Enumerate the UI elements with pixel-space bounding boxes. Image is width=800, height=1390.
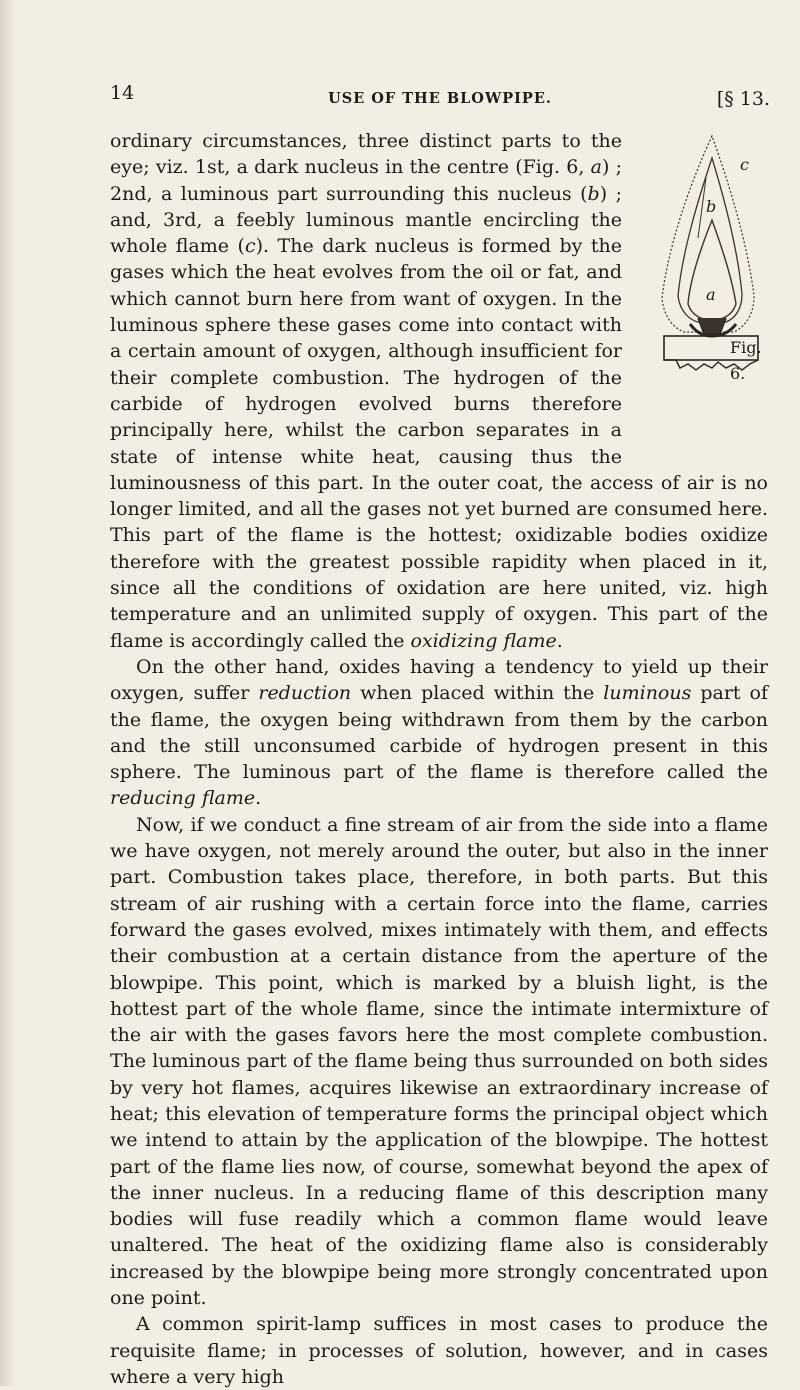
paragraph-3: Now, if we conduct a fine stream of air from the side into a flame we have oxygen, not merely around the outer, but also in the inner part. Combustion takes place, therefore, in both parts. But this stream of air rushing with a certain force into the flame, carries forward the gases evolved, mixes intimately with them, and effects their combustion at a certain distance from the aperture of the blowpipe. This point, which is marked by a bluish light, is the hottest part of the whole flame, since the intimate intermixture of the air with the gases favors here the most complete combustion. The luminous part of the flame being thus surrounded on both sides by very hot flames, acquires likewise an extraordinary increase of heat; this elevation of temperature forms the principal object which we intend to attain by the application of the blowpipe. The hottest part of the flame lies now, of course, somewhat beyond the apex of the inner nucleus. In a reducing flame of this description many bodies will fuse readily which a common flame would leave unaltered. The heat of the oxidizing flame also is considerably increased by the blowpipe being more strongly concentrated upon one point.: [110, 813, 768, 1310]
term-reduction: reduction: [258, 682, 352, 705]
term-reducing-flame: reducing flame: [110, 787, 256, 810]
section-marker: [§ 13.: [716, 88, 770, 110]
figure-caption: Fig. 6.: [730, 338, 762, 384]
label-c: c: [740, 155, 749, 174]
paragraph-2: On the other hand, oxides having a tendency to yield up their oxygen, suffer reduction when placed within the luminous part of the flame, the oxygen being withdrawn from them by the carbon and the still unconsumed carbide of hydrogen present in this sphere. The luminous part of the flame is therefore called the reducing flame.: [110, 655, 769, 810]
page-gutter-shadow: [0, 0, 16, 1386]
page-number: 14: [110, 82, 135, 104]
paragraph-1: ordinary circumstances, three distinct parts to the eye; viz. 1st, a dark nucleus in the centre (Fig. 6, a) ; 2nd, a luminous part surrounding this nucleus (b) ; and, 3rd, a feebly luminous mantle encircling the whole flame (c). The dark nucleus is formed by the gases which the heat evolves from the oil or fat, and which cannot burn here from want of oxygen. In the luminous sphere these gases come into contact with a certain amount of oxygen, although insufficient for their complete combustion. The hydrogen of the carbide of hydrogen evolved burns therefore principally here, whilst the carbon separates in a state of intense white heat, causing thus the luminousness of this part. In the outer coat, the access of air is no longer limited, and all the gases not yet burned are consumed here. This part of the flame is the hottest; oxidizable bodies oxidize therefore with the greatest possible rapidity when placed in it, since all the conditions of oxidation are here united, viz. high temperature and an unlimited supply of oxygen. This part of the flame is accordingly called the oxidizing flame.: [110, 130, 768, 652]
label-b: b: [706, 197, 717, 216]
term-luminous: luminous: [603, 682, 692, 705]
running-title: USE OF THE BLOWPIPE.: [328, 90, 552, 107]
paragraph-4: A common spirit-lamp suffices in most cases to produce the requisite flame; in processes of solution, however, and in cases where a very high: [110, 1313, 768, 1388]
figure-6: [626, 128, 776, 450]
page-header: [110, 82, 770, 112]
body-text: [110, 128, 768, 1390]
wick: [698, 318, 726, 334]
dark-nucleus: [688, 220, 736, 320]
label-a: a: [706, 285, 716, 304]
term-oxidizing-flame: oxidizing flame: [410, 629, 557, 652]
